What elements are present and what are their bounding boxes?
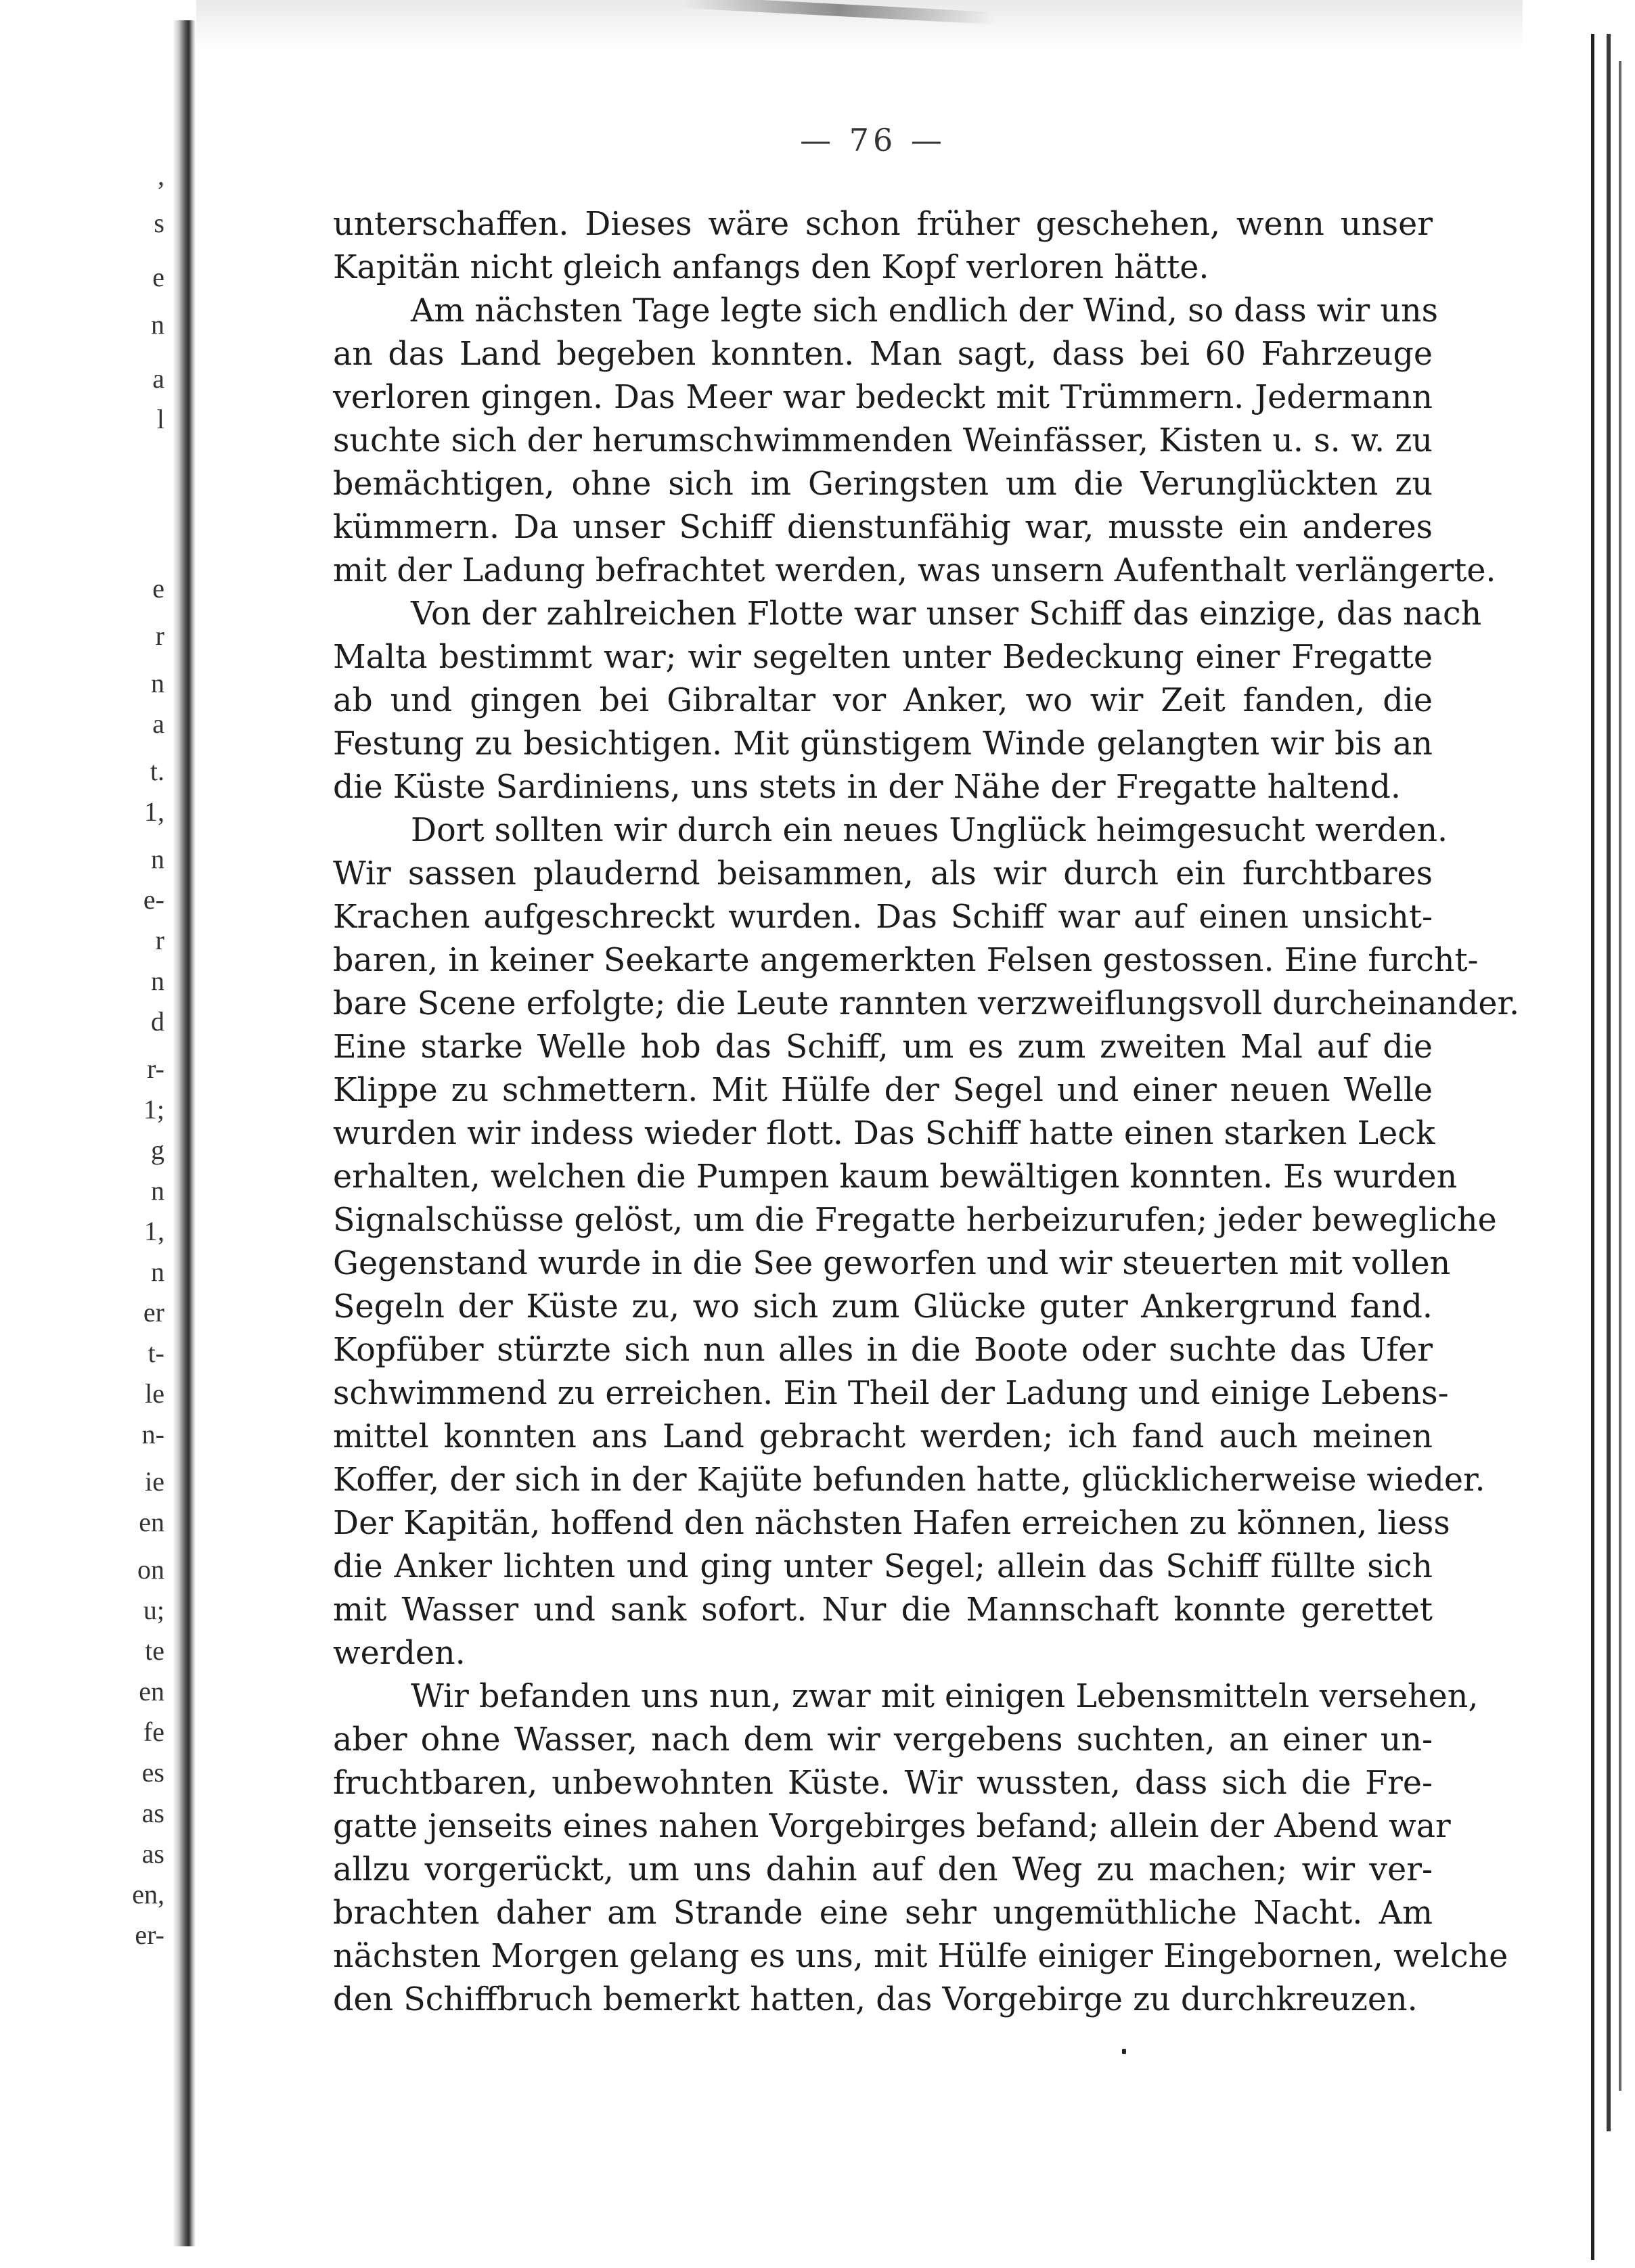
text-line: Kapitän nicht gleich anfangs den Kopf verloren hätte. [333,249,1209,286]
text-line: ab und gingen bei Gibraltar vor Anker, wo wir Zeit fanden, die [333,682,1433,719]
text-line: schwimmend zu erreichen. Ein Theil der Ladung und einige Lebens- [333,1375,1449,1412]
text-line: Dort sollten wir durch ein neues Unglück heimgesucht werden. [411,812,1448,849]
margin-fragment: fe [143,1717,164,1747]
text-line: Klippe zu schmettern. Mit Hülfe der Segel und einer neuen Welle [333,1072,1433,1109]
book-binding-shadow [173,20,196,2246]
text-line: den Schiffbruch bemerkt hatten, das Vorgebirge zu durchkreuzen. [333,1981,1418,2018]
text-line: wurden wir indess wieder flott. Das Schiff hatte einen starken Leck [333,1115,1435,1152]
margin-fragment: er- [135,1920,164,1950]
margin-fragment: n [151,844,164,874]
text-line: die Anker lichten und ging unter Segel; allein das Schiff füllte sich [333,1548,1433,1585]
ink-dot [1122,2049,1126,2054]
text-line: allzu vorgerückt, um uns dahin auf den Weg zu machen; wir ver- [333,1851,1433,1888]
margin-fragment: s [154,208,164,238]
margin-fragment: l [156,404,164,434]
margin-fragment: n [151,668,164,698]
text-line: Malta bestimmt war; wir segelten unter Bedeckung einer Fregatte [333,639,1433,676]
text-line: mittel konnten ans Land gebracht werden; ich fand auch meinen [333,1418,1433,1455]
margin-fragment: 1; [143,1094,164,1125]
margin-fragment: 1, [144,1216,164,1246]
text-line: Wir befanden uns nun, zwar mit einigen Lebensmitteln versehen, [411,1678,1479,1715]
paragraph [333,203,1433,290]
paragraph [333,593,1482,809]
margin-fragment: te [145,1635,164,1666]
margin-fragment: a [152,363,164,394]
margin-fragment: r- [147,1053,164,1084]
text-line: baren, in keiner Seekarte angemerkten Felsen gestossen. Eine furcht- [333,942,1479,979]
margin-fragment: a [152,708,164,739]
paragraph [333,290,1496,593]
page-number: — 76 — [800,122,946,158]
margin-fragment: en [139,1507,164,1537]
margin-fragment: e [152,573,164,604]
margin-fragment: en [139,1676,164,1706]
text-line: Festung zu besichtigen. Mit günstigem Winde gelangten wir bis an [333,725,1433,763]
text-line: an das Land begeben konnten. Man sagt, dass bei 60 Fahrzeuge [333,336,1433,373]
margin-fragment: en, [132,1879,164,1909]
margin-fragment: u; [143,1595,164,1625]
text-line: die Küste Sardiniens, uns stets in der Nähe der Fregatte haltend. [333,769,1402,806]
text-line: nächsten Morgen gelang es uns, mit Hülfe einiger Eingebornen, welche [333,1938,1508,1975]
margin-fragment: e [152,262,164,292]
margin-fragment: ie [145,1466,164,1497]
margin-fragment: on [137,1554,164,1585]
margin-fragment: n [151,966,164,996]
margin-fragment: t. [150,756,164,786]
text-line: erhalten, welchen die Pumpen kaum bewältigen konnten. Es wurden [333,1158,1458,1196]
text-line: werden. [333,1635,466,1672]
text-line: bemächtigen, ohne sich im Geringsten um die Verunglückten zu [333,466,1433,503]
margin-fragment: le [145,1378,164,1409]
margin-fragment: 1, [144,796,164,827]
text-line: mit der Ladung befrachtet werden, was unsern Aufenthalt verlängerte. [333,552,1496,589]
margin-fragment: n [151,309,164,340]
margin-fragment: n [151,1256,164,1287]
page-top-shadow [196,0,1523,47]
text-line: Gegenstand wurde in die See geworfen und wir steuerten mit vollen [333,1245,1451,1282]
text-line: verloren gingen. Das Meer war bedeckt mit Trümmern. Jedermann [333,379,1433,416]
margin-fragment: r [155,925,164,955]
margin-fragment: as [141,1838,164,1869]
paragraph [333,809,1520,1675]
text-line: Der Kapitän, hoffend den nächsten Hafen erreichen zu können, liess [333,1505,1450,1542]
text-line: kümmern. Da unser Schiff dienstunfähig war, musste ein anderes [333,509,1433,546]
margin-fragment: r [155,620,164,651]
text-line: suchte sich der herumschwimmenden Weinfässer, Kisten u. s. w. zu [333,422,1433,459]
text-line: Segeln der Küste zu, wo sich zum Glücke guter Ankergrund fand. [333,1288,1433,1325]
text-line: brachten daher am Strande eine sehr ungemüthliche Nacht. Am [333,1895,1433,1932]
margin-fragment: er [143,1297,164,1328]
paragraph [333,1675,1508,2022]
text-line: Wir sassen plaudernd beisammen, als wir durch ein furchtbares [333,855,1433,892]
margin-fragment: n [151,1175,164,1206]
text-line: Eine starke Welle hob das Schiff, um es zum zweiten Mal auf die [333,1028,1433,1066]
margin-fragment: t- [148,1338,164,1368]
text-line: Von der zahlreichen Flotte war unser Schiff das einzige, das nach [411,595,1482,633]
text-line: Am nächsten Tage legte sich endlich der Wind, so dass wir uns [411,292,1438,330]
page-right-edge [1591,34,1635,2260]
text-line: Kopfüber stürzte sich nun alles in die Boote oder suchte das Ufer [333,1332,1433,1369]
margin-fragment: e- [143,884,164,915]
previous-page-fragments [0,162,173,2192]
margin-fragment: g [151,1135,164,1165]
body-text [333,203,1520,2022]
text-line: unterschaffen. Dieses wäre schon früher geschehen, wenn unser [333,206,1433,243]
margin-fragment: , [158,160,164,191]
margin-fragment: n- [141,1419,164,1449]
text-line: bare Scene erfolgte; die Leute rannten verzweiflungsvoll durcheinander. [333,985,1520,1022]
text-line: gatte jenseits eines nahen Vorgebirges befand; allein der Abend war [333,1808,1451,1845]
margin-fragment: d [151,1006,164,1037]
text-line: Krachen aufgeschreckt wurden. Das Schiff war auf einen unsicht- [333,899,1433,936]
text-line: mit Wasser und sank sofort. Nur die Mannschaft konnte gerettet [333,1591,1433,1629]
text-line: Koffer, der sich in der Kajüte befunden hatte, glücklicherweise wieder. [333,1461,1485,1499]
margin-fragment: as [141,1798,164,1828]
margin-fragment: es [141,1757,164,1788]
text-line: fruchtbaren, unbewohnten Küste. Wir wussten, dass sich die Fre- [333,1765,1433,1802]
text-line: aber ohne Wasser, nach dem wir vergebens suchten, an einer un- [333,1721,1433,1759]
text-line: Signalschüsse gelöst, um die Fregatte herbeizurufen; jeder bewegliche [333,1202,1497,1239]
